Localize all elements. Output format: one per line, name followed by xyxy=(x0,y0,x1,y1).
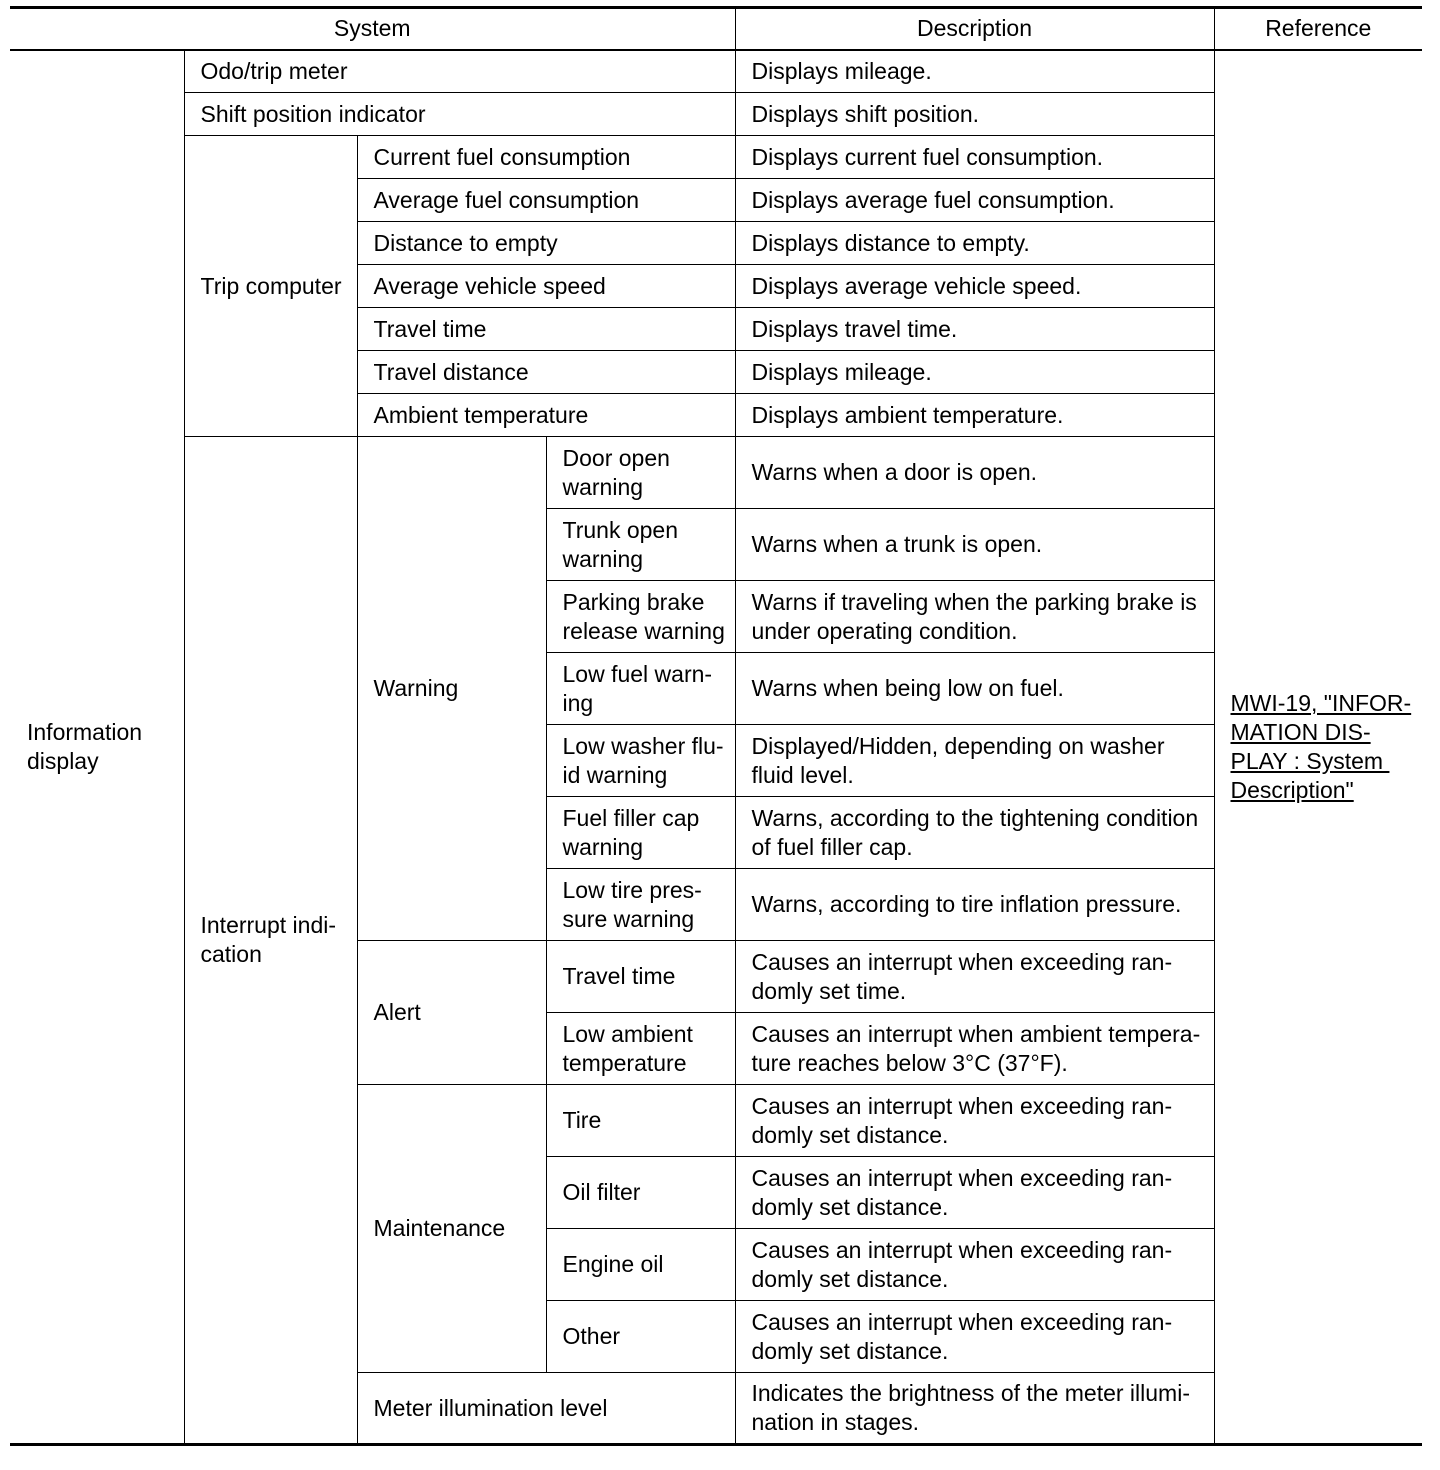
group-alert: Alert xyxy=(357,941,546,1085)
row-label: Distance to empty xyxy=(357,222,735,265)
row-label: Door open warning xyxy=(546,437,735,509)
row-description: Warns when a door is open. xyxy=(735,437,1214,509)
header-description: Description xyxy=(735,8,1214,50)
row-description: Displays shift position. xyxy=(735,93,1214,136)
row-description: Warns, according to tire inflation pressure. xyxy=(735,869,1214,941)
system-name-information-display: Information display xyxy=(10,50,184,1445)
row-label: Average vehicle speed xyxy=(357,265,735,308)
row-label: Average fuel consumption xyxy=(357,179,735,222)
row-description: Displays distance to empty. xyxy=(735,222,1214,265)
table-row xyxy=(10,437,1422,509)
row-description: Causes an interrupt when exceeding ran- domly set distance. xyxy=(735,1085,1214,1157)
row-label: Other xyxy=(546,1301,735,1373)
row-label: Low fuel warn- ing xyxy=(546,653,735,725)
header-reference: Reference xyxy=(1214,8,1422,50)
row-description: Displays ambient temperature. xyxy=(735,394,1214,437)
row-label-shift-position-indicator: Shift position indicator xyxy=(184,93,735,136)
header-system: System xyxy=(10,8,735,50)
category-interrupt-indication: Interrupt indi- cation xyxy=(184,437,357,1445)
row-label: Tire xyxy=(546,1085,735,1157)
row-label-meter-illumination-level: Meter illumination level xyxy=(357,1373,735,1445)
reference-link[interactable]: MWI-19, "INFOR- MATION DIS- PLAY : System Description" xyxy=(1230,689,1412,803)
row-label: Travel time xyxy=(546,941,735,1013)
category-trip-computer: Trip computer xyxy=(184,136,357,437)
reference-cell xyxy=(1214,50,1422,1445)
row-label-odo-trip-meter: Odo/trip meter xyxy=(184,50,735,93)
row-label: Travel time xyxy=(357,308,735,351)
row-description: Displayed/Hidden, depending on washer fluid level. xyxy=(735,725,1214,797)
row-label: Ambient temperature xyxy=(357,394,735,437)
row-description: Displays current fuel consumption. xyxy=(735,136,1214,179)
row-description: Displays average fuel consumption. xyxy=(735,179,1214,222)
row-description: Causes an interrupt when ambient tempera- ture reaches below 3°C (37°F). xyxy=(735,1013,1214,1085)
row-label: Parking brake release warning xyxy=(546,581,735,653)
header-row xyxy=(10,8,1422,50)
table-row xyxy=(10,93,1422,136)
row-description: Indicates the brightness of the meter illumi- nation in stages. xyxy=(735,1373,1214,1445)
row-description: Causes an interrupt when exceeding ran- domly set distance. xyxy=(735,1301,1214,1373)
row-description: Warns when being low on fuel. xyxy=(735,653,1214,725)
row-description: Displays mileage. xyxy=(735,50,1214,93)
row-label: Travel distance xyxy=(357,351,735,394)
row-description: Causes an interrupt when exceeding ran- domly set distance. xyxy=(735,1157,1214,1229)
row-label: Low ambient temperature xyxy=(546,1013,735,1085)
row-description: Displays mileage. xyxy=(735,351,1214,394)
row-description: Warns, according to the tightening condition of fuel filler cap. xyxy=(735,797,1214,869)
row-label: Low washer flu- id warning xyxy=(546,725,735,797)
row-description: Causes an interrupt when exceeding ran- domly set distance. xyxy=(735,1229,1214,1301)
row-description: Warns if traveling when the parking brake is under operating condition. xyxy=(735,581,1214,653)
row-label: Oil filter xyxy=(546,1157,735,1229)
table-row xyxy=(10,136,1422,179)
row-label: Trunk open warning xyxy=(546,509,735,581)
row-label: Engine oil xyxy=(546,1229,735,1301)
row-label: Low tire pres- sure warning xyxy=(546,869,735,941)
table-row xyxy=(10,50,1422,93)
row-description: Displays travel time. xyxy=(735,308,1214,351)
row-label: Fuel filler cap warning xyxy=(546,797,735,869)
system-description-table xyxy=(10,6,1422,1446)
row-description: Displays average vehicle speed. xyxy=(735,265,1214,308)
group-warning: Warning xyxy=(357,437,546,941)
row-description: Causes an interrupt when exceeding ran- domly set time. xyxy=(735,941,1214,1013)
row-label: Current fuel consumption xyxy=(357,136,735,179)
group-maintenance: Maintenance xyxy=(357,1085,546,1373)
row-description: Warns when a trunk is open. xyxy=(735,509,1214,581)
